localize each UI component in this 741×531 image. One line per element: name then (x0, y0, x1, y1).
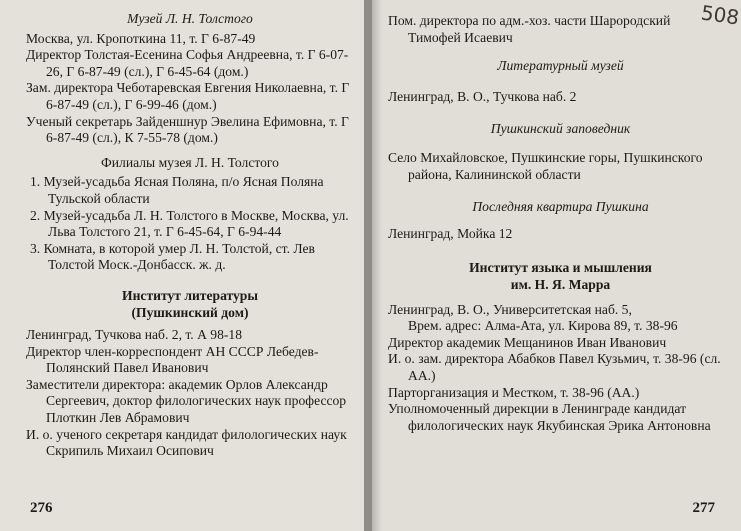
museum-director: Директор Толстая-Есенина Софья Андреевна, т. Г 6-07-26, Г 6-87-49 (сл.), Г 6-45-64 (дом.) (26, 47, 349, 79)
gutter-shadow (372, 0, 382, 531)
museum-secretary: Ученый секретарь Зайденшнур Эвелина Ефимовна, т. Г 6-87-49 (сл.), К 7-55-78 (дом.) (26, 113, 349, 146)
handwritten-page-mark: 508 (699, 0, 741, 30)
institute-address: Ленинград, Тучкова наб. 2, т. А 98-18 (26, 327, 243, 343)
institute-deputies: Заместители директора: академик Орлов Александр Сергеевич, доктор филологических наук профессор Плоткин Лев Абрамович (26, 376, 347, 426)
lit-museum-address: Ленинград, В. О., Тучкова наб. 2 (388, 88, 577, 104)
leningrad-representative: Уполномоченный дирекции в Ленинграде кандидат филологических наук Якубинская Эрика Антоновна (388, 401, 711, 433)
branch-item-3: 3. Комната, в которой умер Л. Н. Толстой, ст. Лев Толстой Моск.-Донбасск. ж. д. (30, 240, 315, 273)
branch-item-2: 2. Музей-усадьба Л. Н. Толстого в Москве, Москва, ул. Льва Толстого 21, т. Г 6-45-64, Г 6-94-44 (30, 207, 349, 240)
language-institute-address: Ленинград, В. О., Университетская наб. 5, (388, 301, 632, 317)
reserve-heading: Пушкинский заповедник (490, 121, 631, 137)
language-institute-director: Директор академик Мещанинов Иван Иванович (388, 334, 667, 350)
branches-heading: Филиалы музея Л. Н. Толстого (101, 154, 279, 170)
reserve-address: Село Михайловское, Пушкинские горы, Пушкинского района, Калининской области (388, 149, 703, 182)
flat-address: Ленинград, Мойка 12 (388, 225, 513, 241)
book-gutter (364, 0, 372, 531)
branch-item-1: 1. Музей-усадьба Ясная Поляна, п/о Ясная Поляна Тульской области (30, 174, 324, 206)
institute-secretary: И. о. ученого секретаря кандидат филологических наук Скрипиль Михаил Осипович (26, 426, 347, 459)
language-institute-acting-deputy: И. о. зам. директора Абабков Павел Кузьмич, т. 38-96 (сл. АА.) (388, 351, 721, 383)
institute-heading: Институт литературы (122, 287, 258, 303)
party-committee: Парторганизация и Местком, т. 38-96 (АА.) (388, 384, 640, 400)
institute-subheading: (Пушкинский дом) (131, 304, 249, 320)
lit-museum-heading: Литературный музей (497, 58, 624, 74)
museum-address: Москва, ул. Кропоткина 11, т. Г 6-87-49 (26, 30, 256, 46)
language-institute-temp-address: Врем. адрес: Алма-Ата, ул. Кирова 89, т. 38-96 (408, 318, 678, 334)
museum-deputy: Зам. директора Чеботаревская Евгения Николаевна, т. Г 6-87-49 (сл.), Г 6-99-46 (дом.) (26, 80, 350, 112)
language-institute-heading: Институт языка и мышления (469, 260, 652, 276)
language-institute-subheading: им. Н. Я. Марра (510, 276, 611, 292)
right-page (372, 0, 741, 531)
left-page (0, 0, 364, 531)
page-number-right: 277 (692, 500, 715, 516)
institute-director: Директор член-корреспондент АН СССР Лебедев-Полянский Павел Иванович (26, 343, 319, 376)
flat-heading: Последняя квартира Пушкина (472, 199, 649, 215)
museum-heading: Музей Л. Н. Толстого (127, 11, 253, 26)
admin-assistant: Пом. директора по адм.-хоз. части Шарородский Тимофей Исаевич (388, 13, 671, 45)
page-number-left: 276 (30, 500, 53, 516)
